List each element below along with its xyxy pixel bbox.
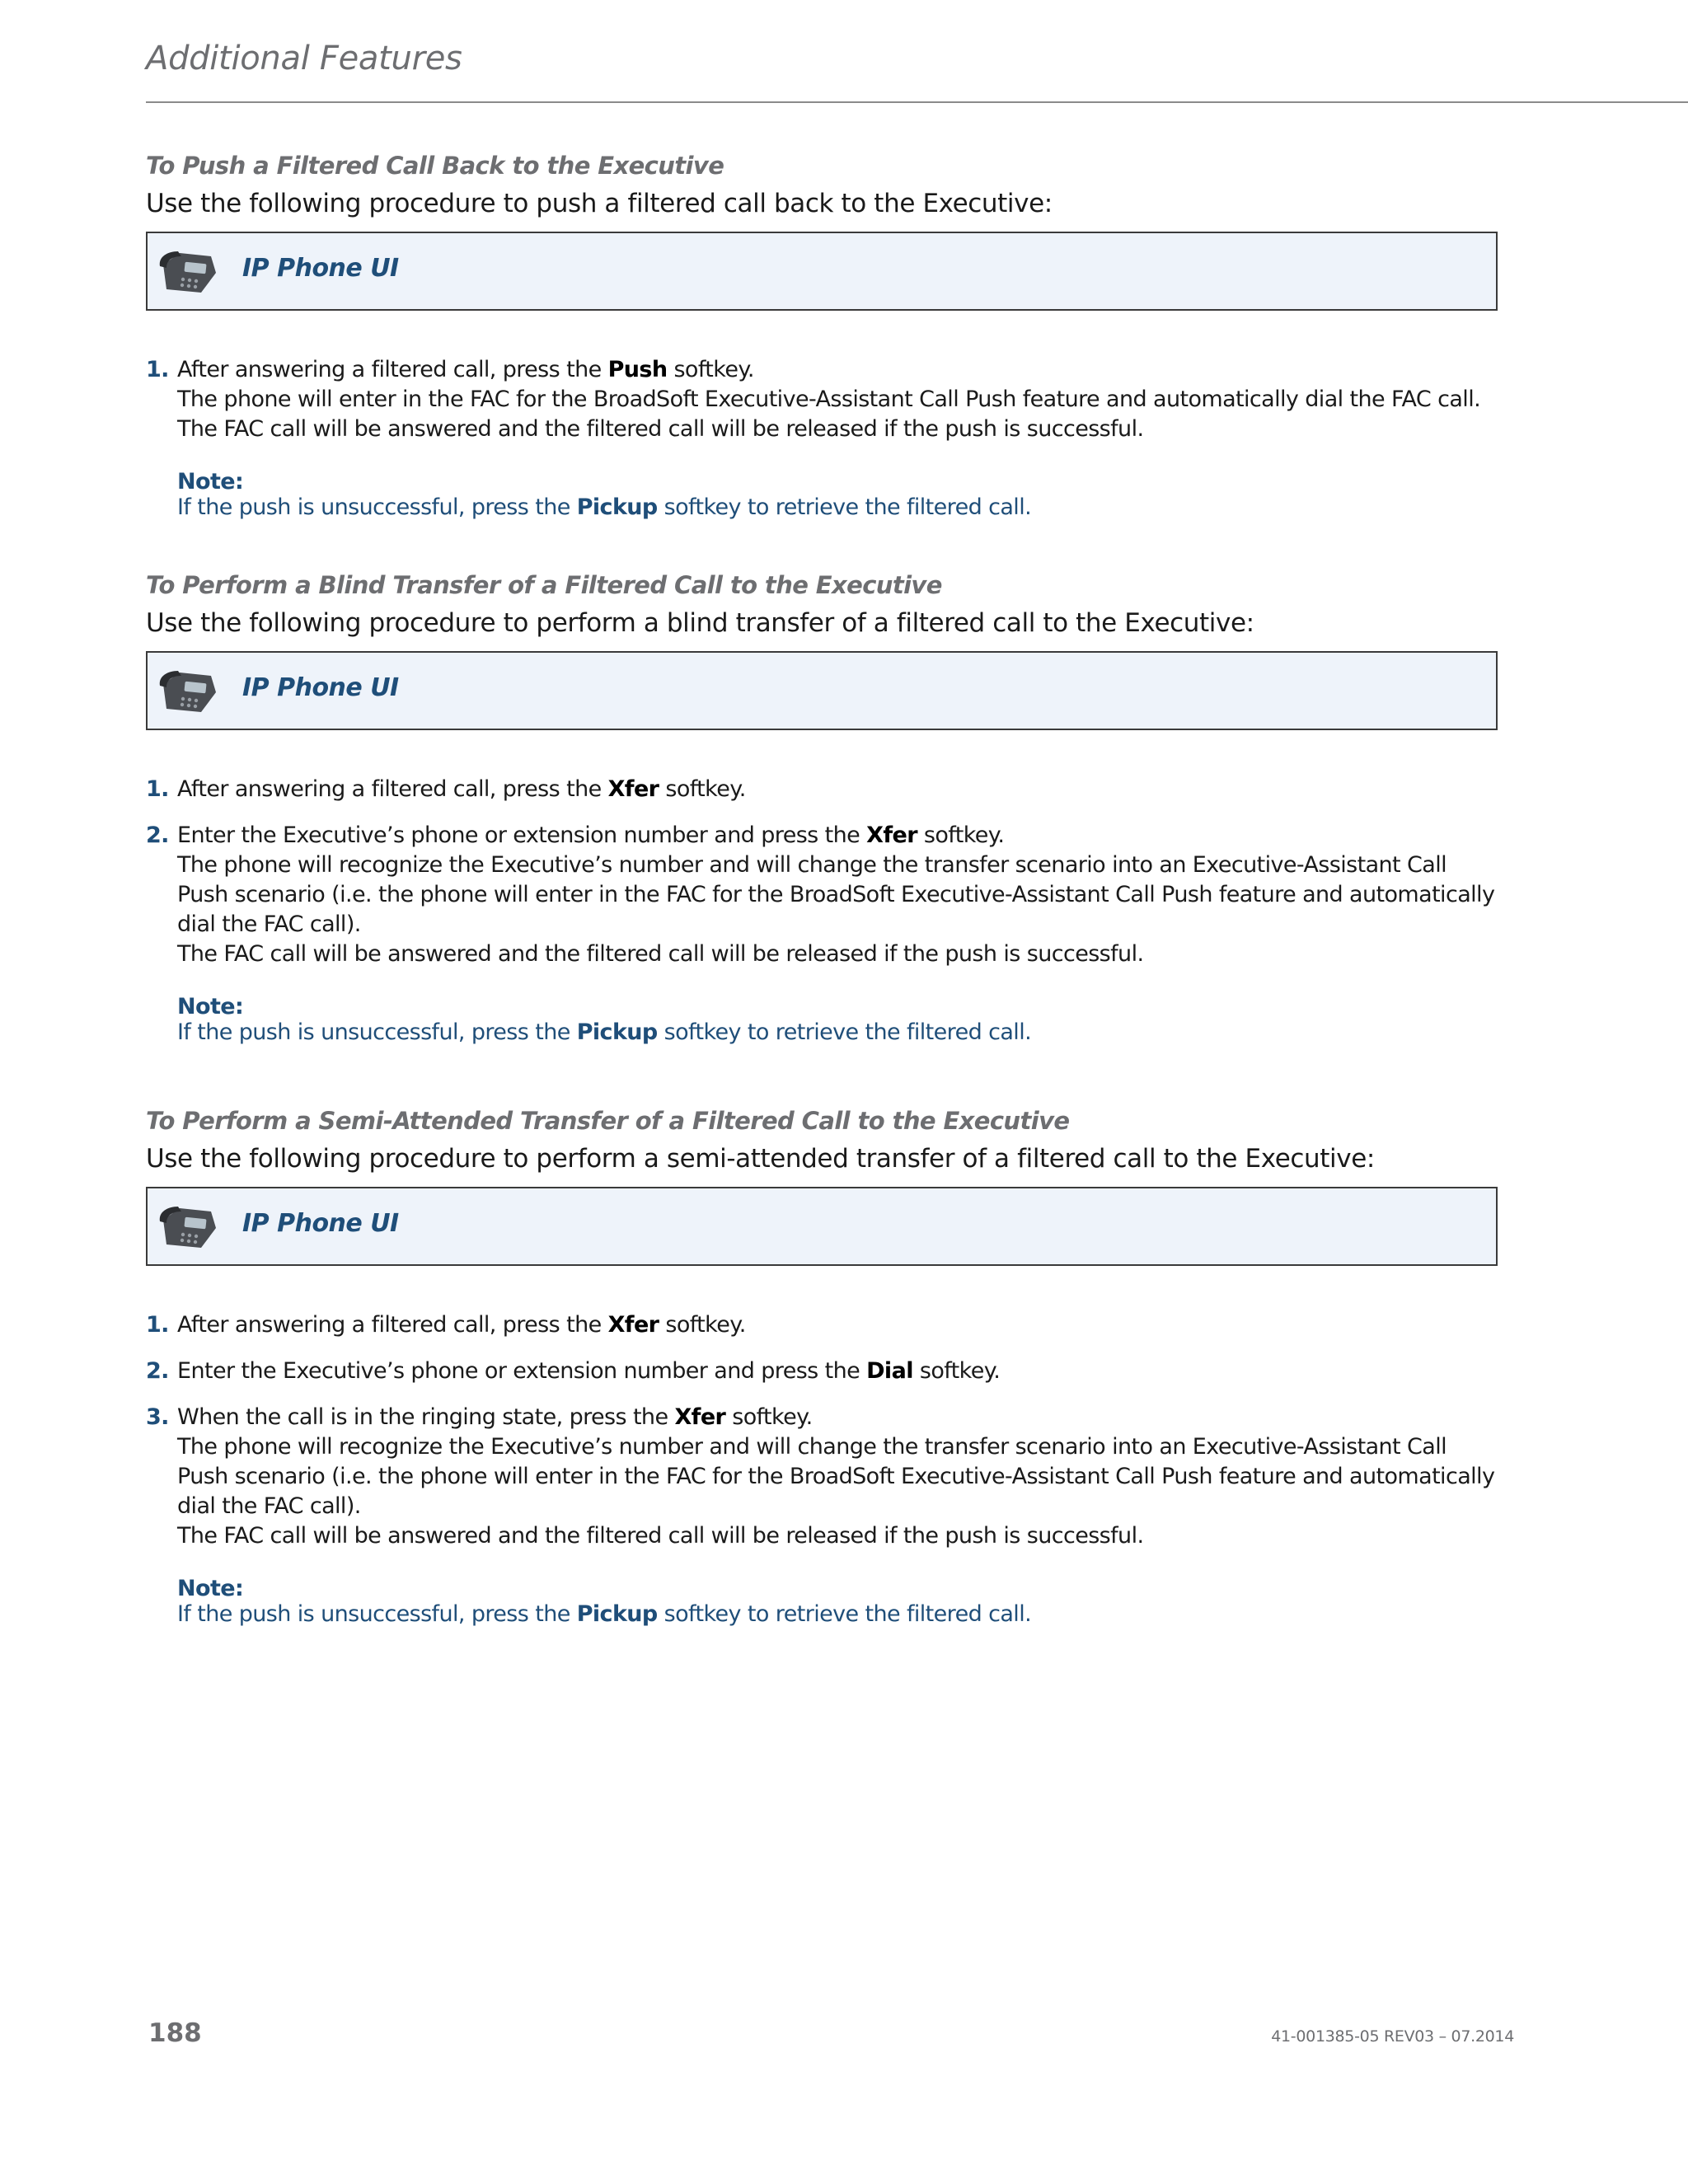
softkey-name: Xfer [866,823,917,848]
note-text: softkey to retrieve the filtered call. [657,494,1032,520]
ip-phone-ui-label: IP Phone UI [242,254,399,283]
procedure-steps [146,1310,1498,1551]
softkey-name: Push [607,357,668,382]
page-header-title: Additional Features [146,40,462,77]
step-text: After answering a filtered call, press the [177,1312,608,1338]
note-label: Note: [177,469,244,494]
softkey-name: Pickup [576,1601,658,1627]
ip-phone-ui-banner [146,232,1498,311]
step-number: 1. [146,776,169,802]
note-label: Note: [177,994,244,1019]
section-intro: Use the following procedure to perform a semi-attended transfer of a filtered call to the Executive: [146,1144,1375,1174]
procedure-steps [146,775,1498,969]
step-text: softkey. [917,823,1005,848]
step-detail: The FAC call will be answered and the filtered call will be released if the push is successful. [177,941,1144,967]
note-label: Note: [177,1576,244,1601]
step-text: softkey. [912,1358,1001,1384]
section-blind-transfer [146,569,1498,1045]
step-item [146,355,1498,444]
step-text: Enter the Executive’s phone or extension number and press the [177,823,867,848]
note-box [146,469,1498,520]
procedure-steps [146,355,1498,444]
note-text: If the push is unsuccessful, press the [177,1601,577,1627]
step-detail: The phone will enter in the FAC for the BroadSoft Executive-Assistant Call Push feature and automatically dial the FAC call. [177,387,1481,412]
step-text: After answering a filtered call, press the [177,357,608,382]
step-item [146,1403,1498,1551]
step-text: softkey. [659,776,746,802]
step-number: 2. [146,823,169,848]
note-text: If the push is unsuccessful, press the [177,1019,577,1045]
step-text: softkey. [667,357,754,382]
softkey-name: Xfer [674,1404,726,1430]
section-semi-attended-transfer [146,1104,1498,1627]
step-number: 2. [146,1358,169,1384]
page-number: 188 [148,2018,202,2048]
header-divider [146,101,1688,103]
note-text: If the push is unsuccessful, press the [177,494,577,520]
softkey-name: Xfer [607,776,659,802]
ip-phone-ui-banner [146,651,1498,730]
step-text: When the call is in the ringing state, press the [177,1404,675,1430]
note-box [146,994,1498,1045]
section-title: To Push a Filtered Call Back to the Executive [146,152,724,180]
note-box [146,1576,1498,1627]
ip-phone-ui-label: IP Phone UI [242,673,399,702]
softkey-name: Pickup [576,1019,658,1045]
step-number: 3. [146,1404,169,1430]
step-detail: The FAC call will be answered and the filtered call will be released if the push is successful. [177,1523,1144,1549]
step-detail: The FAC call will be answered and the filtered call will be released if the push is successful. [177,416,1144,442]
step-number: 1. [146,1312,169,1338]
ip-phone-ui-banner [146,1187,1498,1266]
softkey-name: Dial [866,1358,913,1384]
desk-phone-icon [155,668,219,715]
step-number: 1. [146,357,169,382]
step-item [146,1310,1498,1340]
step-detail: The phone will recognize the Executive’s number and will change the transfer scenario into an Executive-Assistant Call Push scenario (i.e. the phone will enter in the FAC for the BroadSoft Executive-Assistant Call Push feature and automatically dial the FAC call). [177,1434,1495,1519]
step-item [146,1357,1498,1386]
step-text: Enter the Executive’s phone or extension number and press the [177,1358,867,1384]
softkey-name: Xfer [607,1312,659,1338]
step-text: After answering a filtered call, press the [177,776,608,802]
document-id: 41-001385-05 REV03 – 07.2014 [1271,2027,1514,2046]
section-title: To Perform a Semi-Attended Transfer of a Filtered Call to the Executive [146,1107,1070,1135]
step-text: softkey. [725,1404,813,1430]
step-item [146,775,1498,804]
ip-phone-ui-label: IP Phone UI [242,1209,399,1238]
desk-phone-icon [155,1203,219,1251]
note-text: softkey to retrieve the filtered call. [657,1019,1032,1045]
note-text: softkey to retrieve the filtered call. [657,1601,1032,1627]
step-item [146,821,1498,969]
desk-phone-icon [155,248,219,296]
step-detail: The phone will recognize the Executive’s number and will change the transfer scenario into an Executive-Assistant Call Push scenario (i.e. the phone will enter in the FAC for the BroadSoft Executive-Assistant Call Push feature and automatically dial the FAC call). [177,852,1495,937]
section-intro: Use the following procedure to push a filtered call back to the Executive: [146,189,1053,218]
section-intro: Use the following procedure to perform a blind transfer of a filtered call to the Executive: [146,608,1254,638]
softkey-name: Pickup [576,494,658,520]
step-text: softkey. [659,1312,746,1338]
section-push-filtered-call [146,149,1498,520]
section-title: To Perform a Blind Transfer of a Filtered Call to the Executive [146,571,942,599]
